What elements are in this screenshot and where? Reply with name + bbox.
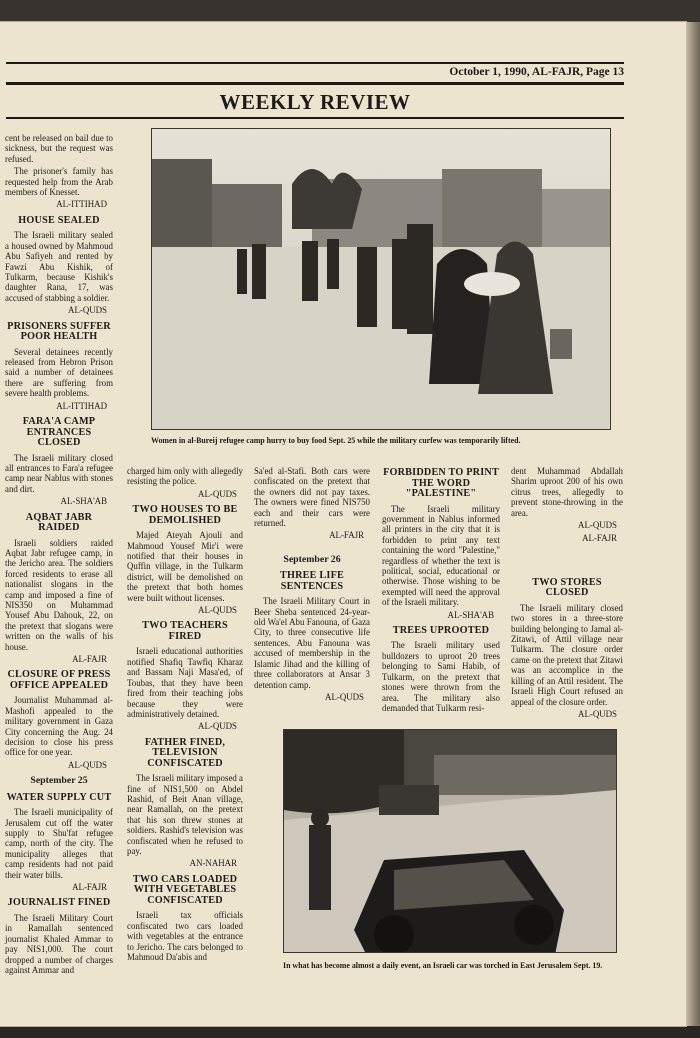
source-label: AL-FAJR: [72, 882, 107, 893]
source-label: AL-SHA'AB: [60, 496, 107, 507]
headline-forbidden: FORBIDDEN TO PRINT THE WORD "PALESTINE": [383, 467, 499, 499]
headline-father-fined: FATHER FINED, TELEVISION CONFISCATED: [144, 736, 226, 769]
source-label: AN-NAHAR: [189, 858, 237, 869]
column-2: [127, 466, 243, 964]
headline-closure: CLOSURE OF PRESS OFFICE APPEALED: [7, 669, 111, 691]
source-label: AL-QUDS: [198, 721, 237, 732]
headline-trees-uprooted: TREES UPROOTED: [392, 624, 490, 636]
page-header: October 1, 1990, AL-FAJR, Page 13: [449, 66, 624, 78]
header-rule-top: [6, 62, 624, 64]
headline-two-teachers: TWO TEACHERS FIRED: [142, 620, 228, 642]
article-text: Sa'ed al-Stafi. Both cars were confiscated on the pretext that the owners did not pay taxes. The owners were fined NIS750 each and their cars were returned.: [254, 466, 370, 529]
headline-two-cars: TWO CARS LOADED WITH VEGETABLES CONFISCATED: [132, 873, 238, 906]
source-label: AL-QUDS: [325, 691, 364, 702]
binding-edge: [686, 22, 700, 1026]
headline-two-houses: TWO HOUSES TO BE DEMOLISHED: [132, 504, 238, 526]
article-text: cent be released on bail due to sickness, but the request was refused.: [5, 133, 113, 164]
title-rule: [6, 117, 624, 119]
photo-image: [152, 129, 610, 429]
source-label: AL-FAJR: [72, 654, 107, 665]
headline-two-stores: TWO STORES CLOSED: [532, 576, 602, 599]
source-label: AL-ITTIHAD: [56, 400, 107, 411]
source-label: AL-FAJR: [582, 533, 617, 544]
photo-caption: In what has become almost a daily event, an Israeli car was torched in East Jerusalem Sept. 19.: [283, 961, 603, 970]
article-text: Majed Ateyah Ajouli and Mahmoud Yousef Mir'i were notified that their houses in Quffin village, in the Tulkarm district, will be demolished on the pretext that both homes were built without licenses.: [127, 530, 243, 603]
article-text: Israeli soldiers raided Aqbat Jabr refugee camp, in the Jericho area. The soldiers forced residents to erase all nationalist slogans in the camp and imposed a fine of NIS350 on Muhammad Yousef Abu Dahouk, 22, on the pretext that slogans were written on the walls of his house.: [5, 537, 113, 652]
headline-water-supply: WATER SUPPLY CUT: [6, 791, 112, 803]
source-label: AL-SHA'AB: [447, 609, 494, 620]
source-label: AL-QUDS: [198, 605, 237, 616]
source-label: AL-QUDS: [198, 488, 237, 499]
headline-three-life: THREE LIFE SENTENCES: [280, 570, 344, 592]
article-text: Journalist Muhammad al-Mashofi appealed to the military government in Gaza City concerning the Aug. 24 decision to close his press office for one year.: [5, 695, 113, 758]
source-label: AL-QUDS: [578, 520, 617, 531]
article-text: The Israeli military imposed a fine of NIS1,500 on Abdel Rashid, of Beit Anan village, near Ramallah, on the pretext that his son threw stones at soldiers. Rashid's television was confiscated when he refused to pay.: [127, 773, 243, 857]
headline-aqbat-jabr: AQBAT JABR RAIDED: [25, 511, 93, 534]
column-5: [511, 466, 623, 722]
column-4: [382, 462, 500, 715]
article-text: charged him only with allegedly resisting the police.: [127, 466, 243, 487]
headline-journalist-fined: JOURNALIST FINED: [7, 897, 111, 909]
photo-torched-car: [283, 729, 617, 953]
article-text: Several detainees recently released from Hebron Prison said a number of detainees there are suffering from severe health problems.: [5, 346, 113, 399]
headline-faraa-camp: FARA'A CAMP ENTRANCES CLOSED: [22, 416, 96, 449]
article-text: The Israeli military closed all entrances to Fara'a refugee camp near Nablus with stones and dirt.: [5, 452, 113, 494]
article-text: The Israeli Military Court in Ramallah sentenced journalist Khaled Ammar to pay NIS1,000. The court dropped a number of charges against Ammar and: [5, 912, 113, 975]
article-text: Israeli tax officials confiscated two cars loaded with vegetables at the entrance to Jericho. The cars belonged to Mahmoud Da'abis and: [127, 910, 243, 962]
scan-top-edge: [0, 0, 700, 22]
article-text: The prisoner's family has requested help from the Arab members of Knesset.: [5, 166, 113, 198]
column-3: [254, 466, 370, 705]
headline-prisoners: PRISONERS SUFFER POOR HEALTH: [7, 320, 111, 343]
source-label: AL-QUDS: [68, 759, 107, 770]
page-title: WEEKLY REVIEW: [219, 90, 411, 114]
article-text: dent Muhammad Abdallah Sharim uproot 200 of his own citrus trees, allegedly to prevent stone-throwing in the area.: [511, 466, 623, 518]
source-label: AL-ITTIHAD: [56, 199, 107, 210]
article-text: The Israeli military used bulldozers to uproot 20 trees belonging to Sami Habib, of Tulkarm, on the pretext that stones were thrown from the area. The military also demanded that Tulkarm resi-: [382, 640, 500, 713]
article-text: The Israeli municipality of Jerusalem cut off the water supply to Shu'fat refugee camp, north of the city. The municipality alleges that camp residents had not paid their water bills.: [5, 807, 113, 880]
article-text: The Israeli military government in Nablus informed all printers in the city that it is forbidden to print any text containing the word "Palestine," regardless of whether the text is political, social, educational or otherwise. Those wishing to be exempted will need the approval of the Israeli military.: [382, 503, 500, 608]
column-1: [5, 133, 113, 977]
source-label: AL-QUDS: [68, 305, 107, 316]
source-label: AL-QUDS: [578, 708, 617, 719]
source-label: AL-FAJR: [329, 530, 364, 541]
date-heading: September 26: [283, 553, 341, 565]
header-rule-bottom: [6, 82, 624, 85]
article-text: The Israeli military sealed a housed owned by Mahmoud Abu Safiyeh and rented by Fawzi Abu Kishik, of Tulkarm, because Kishik's daughter Rana, 17, was accused of stabbing a soldier.: [5, 230, 113, 303]
photo-image: [284, 730, 616, 952]
headline-house-sealed: HOUSE SEALED: [18, 214, 100, 226]
article-text: The Israeli military closed two stores in a three-store building belonging to Jamal al-Zitawi, of Attil village near Tulkarm. The closure order came on the pretext that Zitawi was an accomplice in the killing of an Attil resident. The Israeli High Court refused an appeal of the closure order.: [511, 602, 623, 707]
article-text: Israeli educational authorities notified Shafiq Tawfiq Kharaz and Bassam Naji Masa'ed, of Toubas, that they have been fired from their teaching jobs because they were administratively detained.: [127, 646, 243, 719]
photo-caption: Women in al-Bureij refugee camp hurry to buy food Sept. 25 while the military curfew was temporarily lifted.: [151, 436, 521, 445]
date-heading: September 25: [30, 775, 88, 787]
article-text: The Israeli Military Court in Beer Sheba sentenced 24-year-old Wa'el Abu Fanouna, of Gaza City, to three consecutive life sentences. Abu Fanouna was accused of membership in the Islamic Jihad and the killing of three collaborators at Ansar 3 detention camp.: [254, 596, 370, 690]
photo-refugee-camp: [151, 128, 611, 430]
